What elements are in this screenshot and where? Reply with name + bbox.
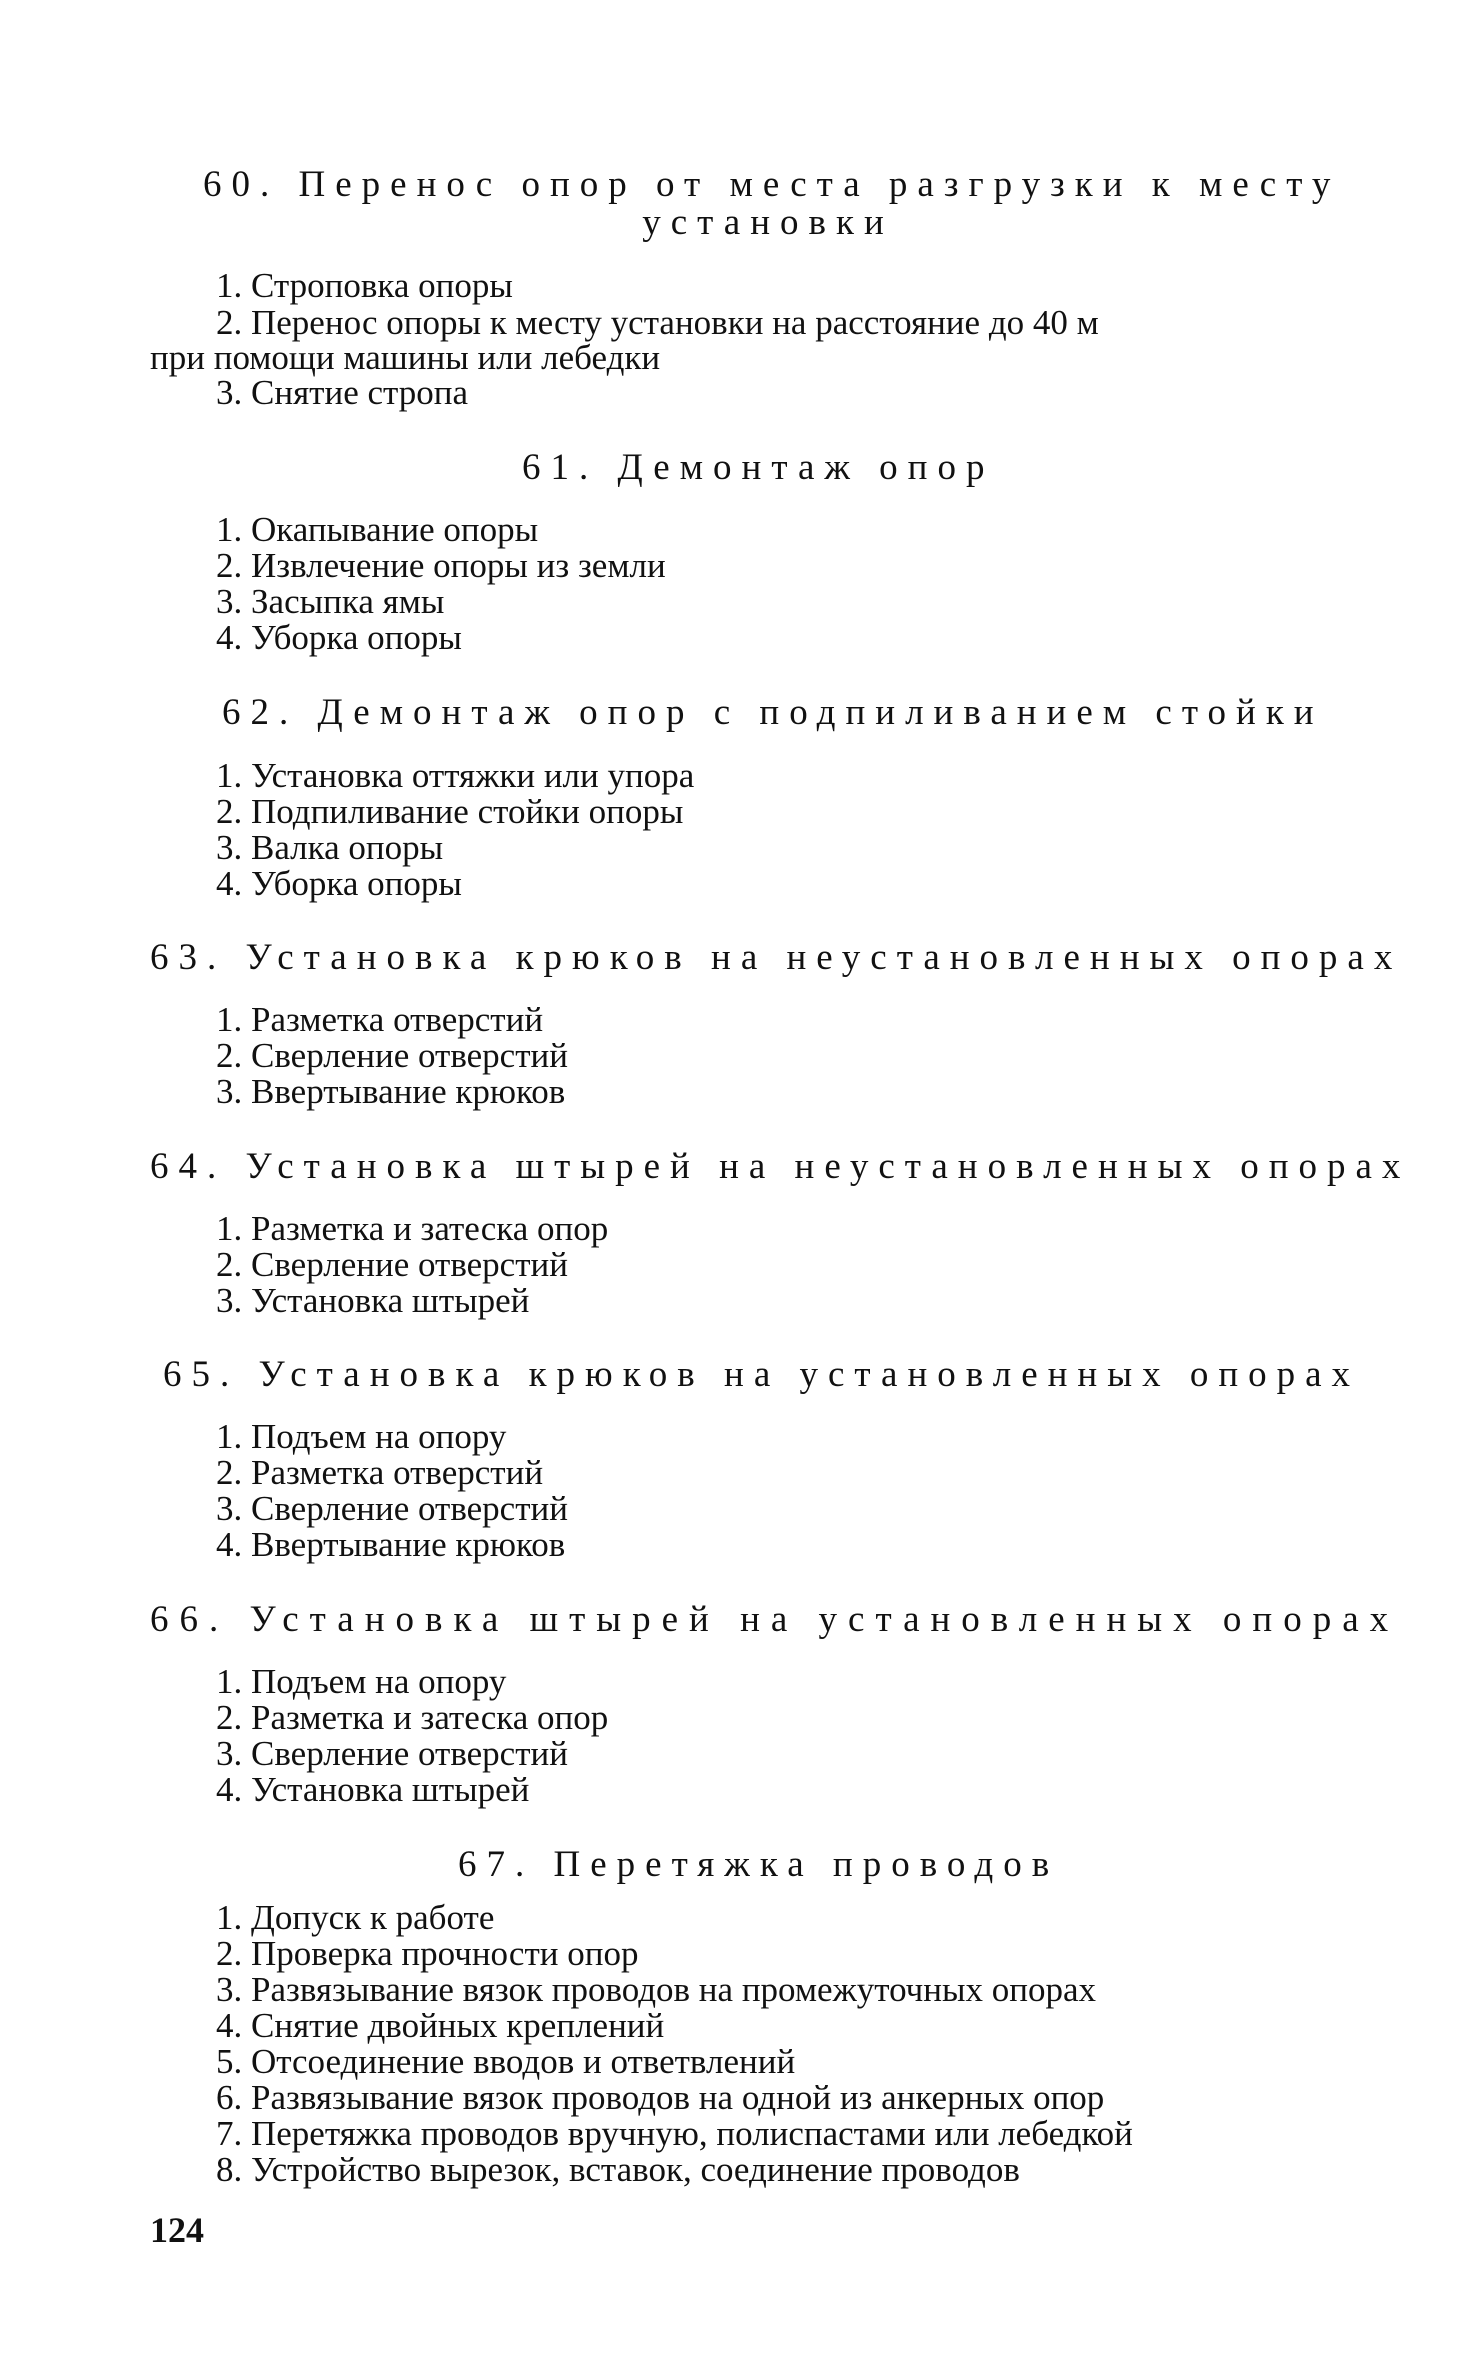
- page-number: 124: [150, 2210, 204, 2250]
- list-item: 3. Засыпка ямы: [216, 582, 445, 621]
- list-item: 1. Подъем на опору: [216, 1417, 507, 1456]
- list-item: 4. Снятие двойных креплений: [216, 2006, 665, 2045]
- list-item: 3. Снятие стропа: [216, 373, 469, 412]
- list-item: 1. Установка оттяжки или упора: [216, 756, 695, 795]
- section-title-67: 67. Перетяжка проводов: [458, 1844, 1060, 1885]
- list-item: 3. Валка опоры: [216, 828, 444, 867]
- list-item: 4. Уборка опоры: [216, 864, 462, 903]
- list-item: 2. Проверка прочности опор: [216, 1934, 639, 1973]
- list-item: [216, 305, 1351, 341]
- list-item: 1. Окапывание опоры: [216, 510, 539, 549]
- section-title-60-cont: установки: [642, 202, 894, 243]
- list-item: 2. Разметка отверстий: [216, 1453, 544, 1492]
- list-item: 1. Строповка опоры: [216, 266, 513, 305]
- list-item: 3. Ввертывание крюков: [216, 1072, 566, 1111]
- list-item: 2. Сверление отверстий: [216, 1036, 568, 1075]
- list-item-continuation: при помощи машины или лебедки: [150, 338, 661, 377]
- list-item: 4. Установка штырей: [216, 1770, 530, 1809]
- list-item: 1. Подъем на опору: [216, 1662, 507, 1701]
- list-item: 7. Перетяжка проводов вручную, полиспастами или лебедкой: [216, 2114, 1133, 2153]
- list-item: 2. Разметка и затеска опор: [216, 1698, 609, 1737]
- list-item: 1. Разметка отверстий: [216, 1000, 544, 1039]
- section-title-61: 61. Демонтаж опор: [522, 447, 995, 488]
- list-item: 3. Установка штырей: [216, 1281, 530, 1320]
- list-item: 6. Развязывание вязок проводов на одной из анкерных опор: [216, 2078, 1105, 2117]
- section-title-63: 63. Установка крюков на неустановленных опорах: [150, 937, 1403, 978]
- section-title-64: 64. Установка штырей на неустановленных опорах: [150, 1146, 1411, 1187]
- list-item-text: 2. Перенос опоры к месту установки на расстояние до 40 м: [216, 303, 1099, 342]
- list-item: 2. Сверление отверстий: [216, 1245, 568, 1284]
- section-title-62: 62. Демонтаж опор с подпиливанием стойки: [222, 692, 1324, 733]
- list-item: 4. Уборка опоры: [216, 618, 462, 657]
- section-title-66: 66. Установка штырей на установленных опорах: [150, 1599, 1400, 1640]
- list-item: 2. Подпиливание стойки опоры: [216, 792, 684, 831]
- section-title-65: 65. Установка крюков на установленных опорах: [163, 1354, 1361, 1395]
- list-item: 4. Ввертывание крюков: [216, 1525, 566, 1564]
- section-title-60: 60. Перенос опор от места разгрузки к месту: [203, 164, 1341, 205]
- list-item: 1. Допуск к работе: [216, 1898, 495, 1937]
- list-item: 1. Разметка и затеска опор: [216, 1209, 609, 1248]
- list-item: 3. Развязывание вязок проводов на промежуточных опорах: [216, 1970, 1097, 2009]
- list-item: 8. Устройство вырезок, вставок, соединение проводов: [216, 2150, 1020, 2189]
- list-item: 2. Извлечение опоры из земли: [216, 546, 666, 585]
- list-item: 3. Сверление отверстий: [216, 1734, 568, 1773]
- list-item: 3. Сверление отверстий: [216, 1489, 568, 1528]
- list-item: 5. Отсоединение вводов и ответвлений: [216, 2042, 796, 2081]
